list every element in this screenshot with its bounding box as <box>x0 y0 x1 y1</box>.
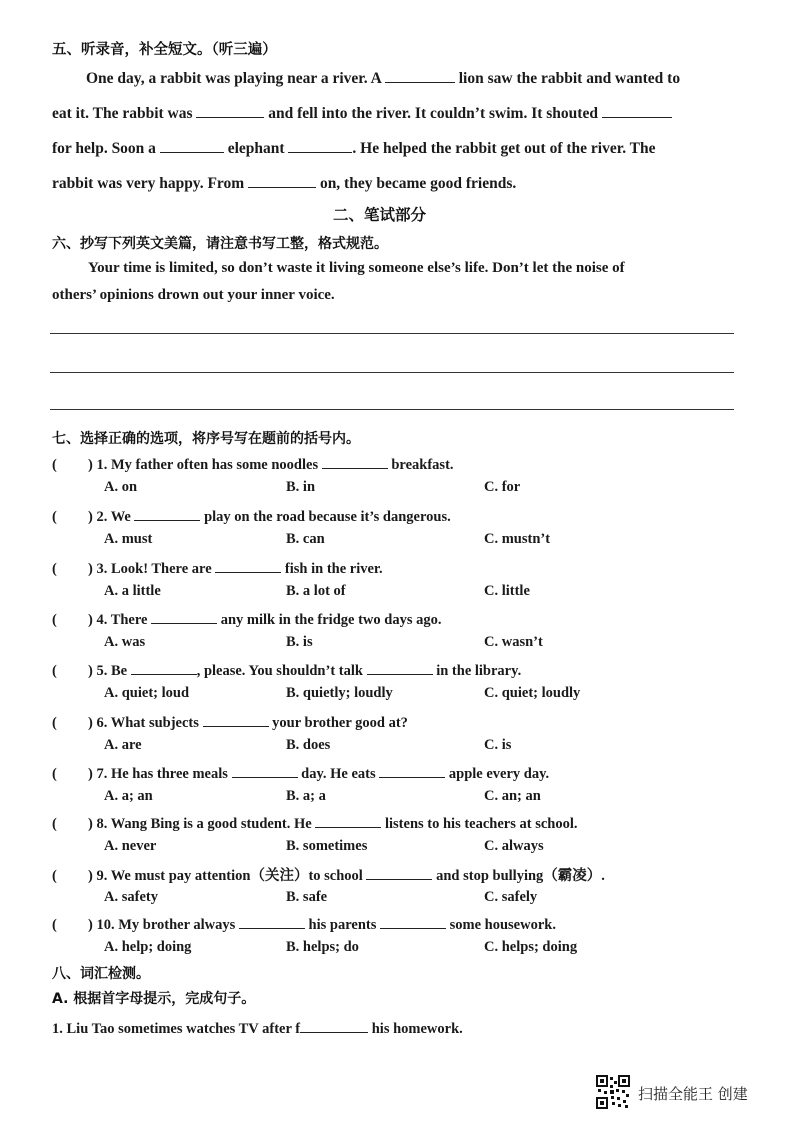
option-b[interactable]: B. does <box>286 737 331 753</box>
option-b[interactable]: B. can <box>286 531 325 547</box>
copy-text-line-2: others’ opinions drown out your inner voice. <box>52 287 335 303</box>
question-text: day. He eats <box>297 766 380 782</box>
question-text: 1. Liu Tao sometimes watches TV after f <box>52 1021 301 1037</box>
option-a[interactable]: A. are <box>104 737 142 753</box>
answer-blank-2[interactable] <box>196 103 264 118</box>
passage-text: . He helped the rabbit get out of the river. The <box>352 140 656 157</box>
option-a[interactable]: A. help; doing <box>104 939 192 955</box>
question-blank[interactable] <box>151 609 217 624</box>
option-b[interactable]: B. a lot of <box>286 583 346 599</box>
vocab-question-1 <box>52 1018 463 1038</box>
option-c[interactable]: C. wasn’t <box>484 634 543 650</box>
option-c[interactable]: C. always <box>484 838 544 854</box>
option-c[interactable]: C. quiet; loudly <box>484 685 581 701</box>
answer-paren-open[interactable]: ( <box>52 766 57 782</box>
passage-text: for help. Soon a <box>52 140 160 157</box>
option-a[interactable]: A. was <box>104 634 146 650</box>
passage-text: lion saw the rabbit and wanted to <box>454 70 681 87</box>
writing-line-3[interactable] <box>50 409 734 410</box>
question-blank[interactable] <box>379 763 445 778</box>
option-b[interactable]: B. is <box>286 634 313 650</box>
question-text: ) 3. Look! There are <box>88 561 216 577</box>
answer-paren-open[interactable]: ( <box>52 816 57 832</box>
qr-code-icon <box>596 1075 630 1109</box>
passage-text: elephant <box>223 140 289 157</box>
answer-paren-open[interactable]: ( <box>52 715 57 731</box>
answer-blank-4[interactable] <box>160 138 224 153</box>
option-b[interactable]: B. safe <box>286 889 328 905</box>
section8-heading: 八、词汇检测。 <box>52 966 150 982</box>
option-c[interactable]: C. little <box>484 583 530 599</box>
question-blank[interactable] <box>380 914 446 929</box>
copy-text-line-1: Your time is limited, so don’t waste it living someone else’s life. Don’t let the noise of <box>88 260 625 276</box>
passage-text: on, they became good friends. <box>316 175 517 192</box>
passage-text: One day, a rabbit was playing near a river. A <box>86 70 385 87</box>
answer-paren-open[interactable]: ( <box>52 509 57 525</box>
answer-paren-open[interactable]: ( <box>52 457 57 473</box>
option-b[interactable]: B. a; a <box>286 788 326 804</box>
option-a[interactable]: A. quiet; loud <box>104 685 190 701</box>
question-blank[interactable] <box>366 865 432 880</box>
question-text: listens to his teachers at school. <box>381 816 578 832</box>
answer-blank-3[interactable] <box>602 103 672 118</box>
passage-text: rabbit was very happy. From <box>52 175 249 192</box>
scanner-watermark-text: 扫描全能王 创建 <box>638 1085 748 1103</box>
option-a[interactable]: A. safety <box>104 889 158 905</box>
question-text: ) 8. Wang Bing is a good student. He <box>88 816 316 832</box>
question-row <box>52 660 521 680</box>
question-row <box>52 609 441 629</box>
question-blank[interactable] <box>134 506 200 521</box>
question-text: some housework. <box>445 917 556 933</box>
option-c[interactable]: C. is <box>484 737 512 753</box>
section8-subheading: A. 根据首字母提示，完成句子。 <box>52 991 256 1007</box>
passage-text: eat it. The rabbit was <box>52 105 197 122</box>
question-blank[interactable] <box>215 558 281 573</box>
question-text: ) 1. My father often has some noodles <box>88 457 322 473</box>
question-text: breakfast. <box>387 457 454 473</box>
option-a[interactable]: A. never <box>104 838 157 854</box>
question-text: ) 7. He has three meals <box>88 766 232 782</box>
question-text: apple every day. <box>445 766 550 782</box>
question-row <box>52 454 454 474</box>
question-row <box>52 914 556 934</box>
question-text: ) 9. We must pay attention（关注）to school <box>88 868 367 884</box>
passage-line-3 <box>52 138 656 158</box>
answer-paren-open[interactable]: ( <box>52 917 57 933</box>
writing-line-1[interactable] <box>50 333 734 334</box>
answer-blank-5[interactable] <box>288 138 352 153</box>
question-blank[interactable] <box>203 712 269 727</box>
question-blank[interactable] <box>315 813 381 828</box>
answer-blank-6[interactable] <box>248 173 316 188</box>
answer-paren-open[interactable]: ( <box>52 868 57 884</box>
option-c[interactable]: C. for <box>484 479 521 495</box>
question-text: ) 6. What subjects <box>88 715 203 731</box>
question-text: in the library. <box>432 663 522 679</box>
question-text: fish in the river. <box>281 561 383 577</box>
option-c[interactable]: C. safely <box>484 889 538 905</box>
option-a[interactable]: A. on <box>104 479 138 495</box>
option-b[interactable]: B. sometimes <box>286 838 368 854</box>
answer-blank-1[interactable] <box>385 68 455 83</box>
question-blank[interactable] <box>239 914 305 929</box>
option-c[interactable]: C. helps; doing <box>484 939 578 955</box>
option-b[interactable]: B. helps; do <box>286 939 359 955</box>
question-row <box>52 506 451 526</box>
answer-paren-open[interactable]: ( <box>52 561 57 577</box>
question-row <box>52 813 578 833</box>
section6-heading: 六、抄写下列英文美篇，请注意书写工整，格式规范。 <box>52 236 388 252</box>
option-a[interactable]: A. must <box>104 531 153 547</box>
answer-paren-open[interactable]: ( <box>52 612 57 628</box>
passage-line-1 <box>86 68 680 88</box>
question-row <box>52 712 408 732</box>
option-a[interactable]: A. a little <box>104 583 161 599</box>
question-text: , please. You shouldn’t talk <box>196 663 367 679</box>
passage-line-2 <box>52 103 672 123</box>
question-text: ) 4. There <box>88 612 152 628</box>
question-row <box>52 763 549 783</box>
answer-paren-open[interactable]: ( <box>52 663 57 679</box>
option-c[interactable]: C. an; an <box>484 788 541 804</box>
question-text: his homework. <box>368 1021 463 1037</box>
writing-line-2[interactable] <box>50 372 734 373</box>
question-text: play on the road because it’s dangerous. <box>200 509 451 525</box>
vocab-answer-blank[interactable] <box>300 1018 368 1033</box>
option-b[interactable]: B. in <box>286 479 316 495</box>
option-a[interactable]: A. a; an <box>104 788 153 804</box>
part2-title: 二、笔试部分 <box>333 206 427 224</box>
question-blank[interactable] <box>322 454 388 469</box>
passage-line-4 <box>52 173 516 193</box>
question-text: ) 5. Be <box>88 663 131 679</box>
question-row <box>52 864 605 885</box>
option-c[interactable]: C. mustn’t <box>484 531 551 547</box>
question-text: ) 10. My brother always <box>88 917 239 933</box>
question-blank[interactable] <box>131 660 197 675</box>
section5-heading: 五、听录音，补全短文。（听三遍） <box>52 42 277 58</box>
question-text: your brother good at? <box>268 715 408 731</box>
question-blank[interactable] <box>232 763 298 778</box>
passage-text: and fell into the river. It couldn’t swim. It shouted <box>264 105 602 122</box>
question-text: his parents <box>304 917 380 933</box>
question-row <box>52 558 383 578</box>
question-blank[interactable] <box>367 660 433 675</box>
question-text: and stop bullying（霸凌）. <box>432 868 605 884</box>
question-text: any milk in the fridge two days ago. <box>217 612 442 628</box>
section7-heading: 七、选择正确的选项，将序号写在题前的括号内。 <box>52 431 360 447</box>
option-b[interactable]: B. quietly; loudly <box>286 685 393 701</box>
question-text: ) 2. We <box>88 509 135 525</box>
